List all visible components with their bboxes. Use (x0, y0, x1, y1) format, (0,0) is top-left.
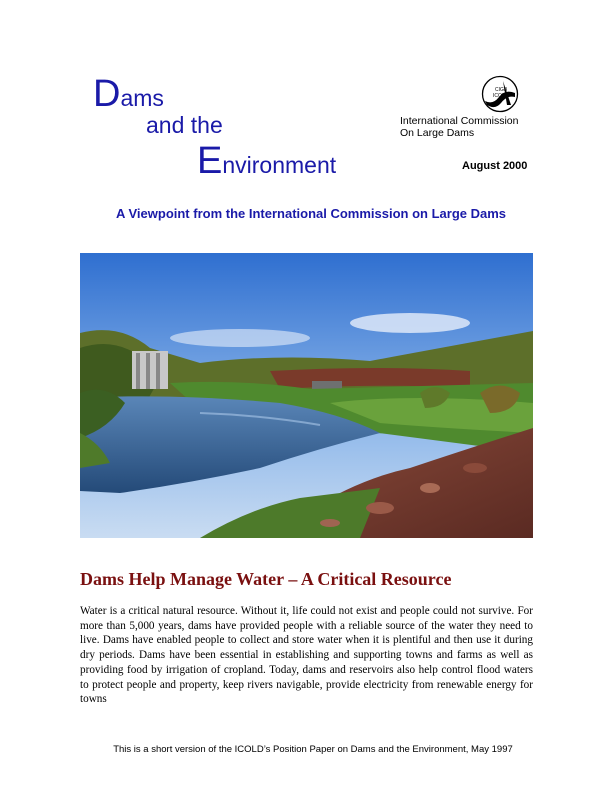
title-initial-d: D (93, 73, 121, 115)
footer-note: This is a short version of the ICOLD’s Position Paper on Dams and the Environment, May 1997 (113, 744, 513, 755)
body-paragraph: Water is a critical natural resource. Without it, life could not exist and people could not survive. For more than 5,000 years, dams have provided people with a reliable source of the water they need to live. Dams have enabled people to collect and store water when it is plentiful and then use it during dry periods. Dams have been essential in establishing and supporting towns and farms as well as providing food by irrigation of cropland. Today, dams and reservoirs also help control flood waters to protect people and property, keep rivers navigable, provide electricity from renewable energy for towns (80, 605, 533, 706)
organization-line-2: On Large Dams (400, 127, 475, 139)
title-rest-ams: ams (120, 85, 164, 111)
title-line-environment (197, 140, 336, 183)
section-heading: Dams Help Manage Water – A Critical Resource (80, 569, 452, 589)
icold-logo-icon (481, 75, 519, 113)
title-initial-e: E (197, 140, 223, 182)
logo-text-cigb: CIGB (495, 87, 508, 93)
title-rest-nvironment: nvironment (222, 152, 337, 178)
title-line-dams (93, 73, 164, 116)
organization-line-1: International Commission (400, 115, 519, 127)
subtitle: A Viewpoint from the International Commission on Large Dams (115, 206, 507, 221)
dam-landscape-photo (80, 253, 533, 538)
organization-name (390, 115, 540, 139)
logo-text-icold: ICOLD (493, 93, 509, 99)
title-line-and-the: and the (146, 112, 223, 138)
issue-date: August 2000 (462, 160, 528, 172)
